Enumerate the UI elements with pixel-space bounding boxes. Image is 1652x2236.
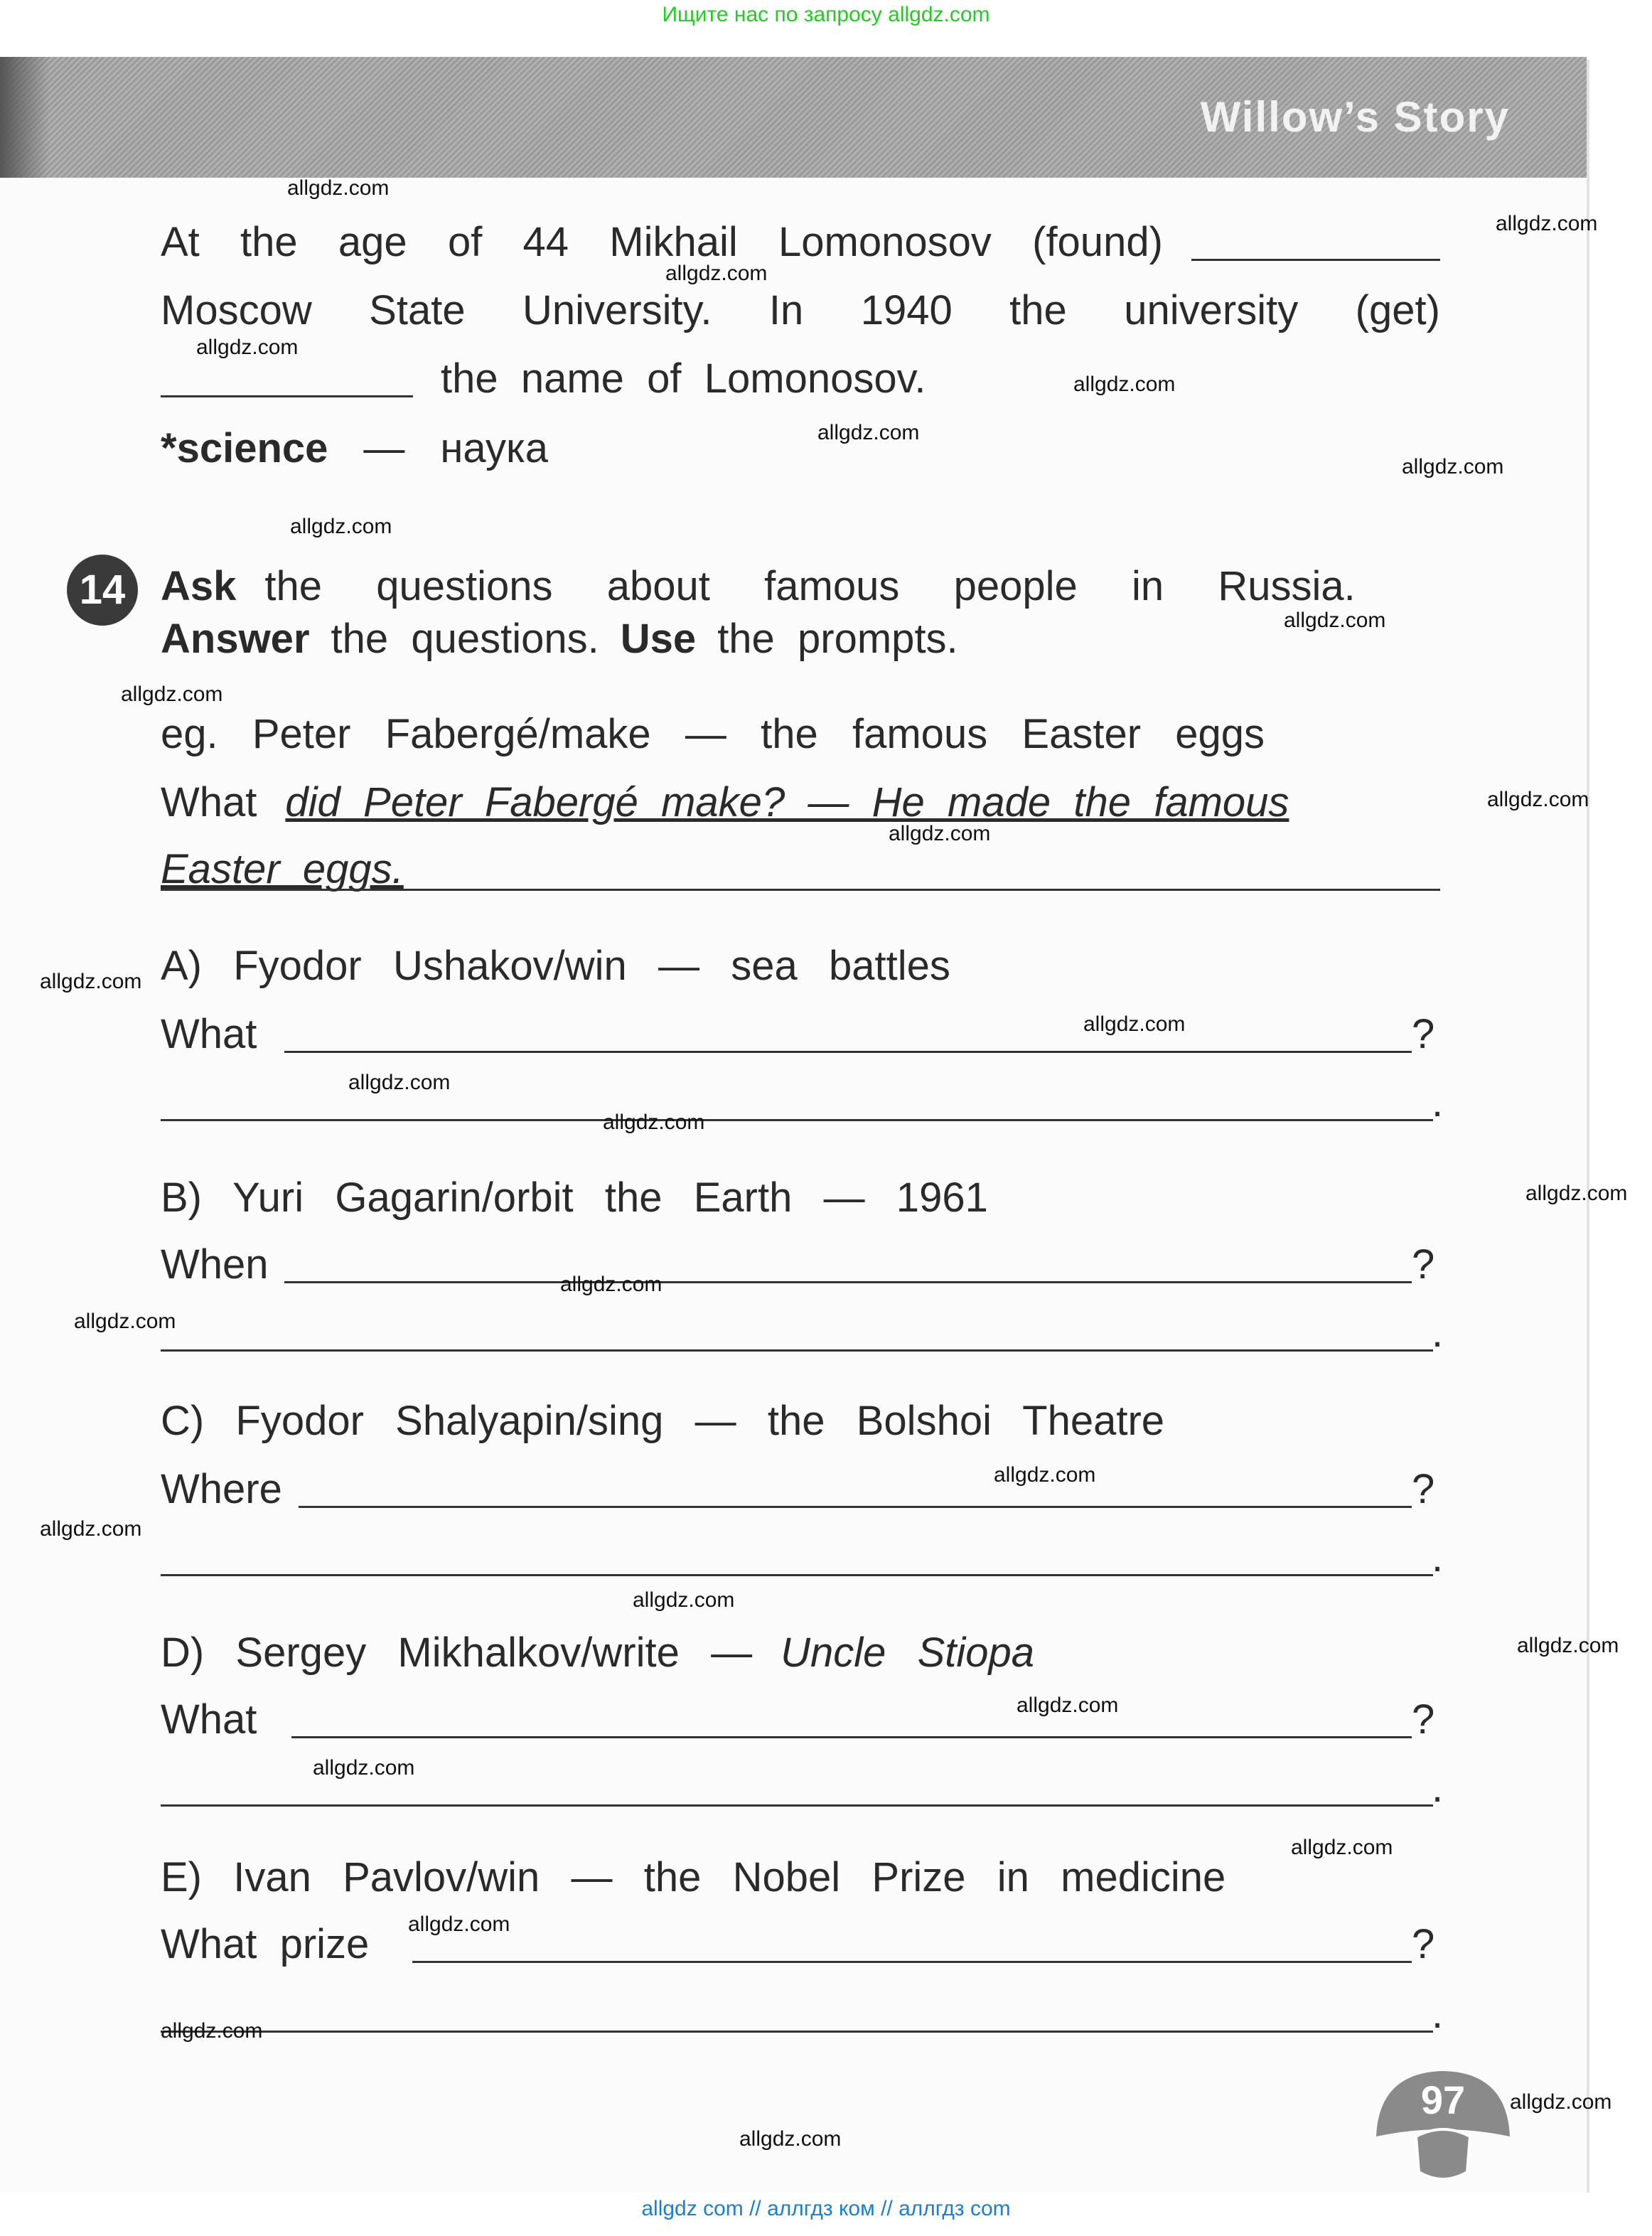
watermark[interactable]: allgdz.com	[994, 1463, 1096, 1487]
period: .	[1432, 1534, 1444, 1580]
watermark[interactable]: allgdz.com	[313, 1756, 415, 1780]
answer-input-c[interactable]	[161, 1574, 1433, 1576]
word: Lomonosov	[778, 219, 992, 265]
watermark[interactable]: allgdz.com	[1083, 1012, 1186, 1036]
translation: наука	[440, 425, 548, 471]
instruction-bold: Ask	[161, 563, 237, 609]
question-word: What	[161, 779, 257, 825]
question-word-a: What	[161, 1011, 257, 1057]
word: (get)	[1355, 287, 1440, 333]
page-number: 97	[1420, 2077, 1466, 2122]
prompt-a: A) Fyodor Ushakov/win — sea battles	[161, 943, 950, 989]
watermark[interactable]: allgdz.com	[1525, 1182, 1628, 1205]
question-word-d: What	[161, 1696, 257, 1743]
word: age	[338, 219, 407, 265]
intro-line-2	[161, 286, 1440, 336]
watermark[interactable]: allgdz.com	[196, 336, 299, 359]
watermark[interactable]: allgdz.com	[161, 2019, 263, 2043]
question-word-b: When	[161, 1241, 269, 1288]
intro-line-3: the name of Lomonosov.	[441, 355, 926, 402]
prompt-b: B) Yuri Gagarin/orbit the Earth — 1961	[161, 1175, 988, 1221]
question-mark: ?	[1412, 1921, 1435, 1967]
example-answer: did Peter Fabergé make? — He made the famous	[285, 779, 1289, 825]
question-mark: ?	[1412, 1466, 1435, 1512]
exercise-number-badge: 14	[67, 555, 138, 626]
watermark[interactable]: allgdz.com	[1517, 1634, 1619, 1657]
period: .	[1432, 1991, 1444, 2037]
question-input-c[interactable]	[299, 1506, 1412, 1508]
question-mark: ?	[1412, 1011, 1435, 1057]
question-input-a[interactable]	[284, 1051, 1412, 1053]
watermark[interactable]: allgdz.com	[290, 515, 392, 538]
word: 44	[522, 219, 569, 265]
watermark[interactable]: allgdz.com	[633, 1588, 735, 1612]
question-input-e[interactable]	[412, 1961, 1412, 1963]
watermark[interactable]: allgdz.com	[603, 1111, 705, 1134]
watermark[interactable]: allgdz.com	[665, 262, 768, 285]
answer-blank[interactable]	[161, 395, 413, 397]
question-input-b[interactable]	[284, 1281, 1412, 1283]
book-title: Uncle Stiopa	[781, 1630, 1035, 1676]
question-mark: ?	[1412, 1696, 1435, 1743]
watermark[interactable]: allgdz.com	[1284, 609, 1386, 632]
word: the	[240, 219, 298, 265]
word: At	[161, 219, 200, 265]
period: .	[1432, 1765, 1444, 1811]
prompt-text: D) Sergey Mikhalkov/write —	[161, 1630, 753, 1676]
example-answer-line-2	[161, 845, 1440, 894]
watermark[interactable]: allgdz.com	[40, 1517, 142, 1541]
watermark[interactable]: allgdz.com	[408, 1913, 510, 1936]
instruction-text: the questions about famous people in Russia.	[264, 563, 1356, 609]
page-title: Willow’s Story	[1200, 93, 1510, 141]
watermark[interactable]: allgdz.com	[817, 421, 920, 444]
instruction-line-1	[161, 562, 1440, 611]
watermark[interactable]: allgdz.com	[40, 970, 142, 993]
watermark[interactable]: allgdz.com	[1291, 1836, 1393, 1859]
watermark[interactable]: allgdz.com	[348, 1071, 451, 1094]
word: In	[768, 287, 804, 333]
answer-input-a[interactable]	[161, 1119, 1433, 1121]
watermark[interactable]: allgdz.com	[1510, 2090, 1612, 2114]
word: the	[1009, 287, 1067, 333]
watermark[interactable]: allgdz.com	[121, 683, 223, 706]
watermark[interactable]: allgdz.com	[739, 2127, 842, 2151]
answer-input-d[interactable]	[161, 1804, 1433, 1807]
prompt-e: E) Ivan Pavlov/win — the Nobel Prize in medicine	[161, 1854, 1226, 1900]
example-prompt: eg. Peter Fabergé/make — the famous Easter eggs	[161, 711, 1265, 757]
question-word-e: What prize	[161, 1921, 370, 1967]
watermark[interactable]: allgdz.com	[74, 1310, 176, 1333]
answer-input-b[interactable]	[161, 1349, 1433, 1352]
question-word-c: Where	[161, 1466, 282, 1512]
watermark[interactable]: allgdz.com	[287, 176, 390, 200]
example-question	[161, 778, 1440, 828]
vocab-note	[161, 424, 548, 474]
prompt-d	[161, 1628, 1440, 1678]
watermark[interactable]: allgdz.com	[560, 1273, 663, 1296]
word: Mikhail	[609, 219, 738, 265]
watermark[interactable]: allgdz.com	[1487, 788, 1589, 811]
example-underline	[161, 889, 1440, 891]
word: (found)	[1032, 219, 1163, 265]
word: of	[447, 219, 483, 265]
instruction-line-2	[161, 614, 1440, 664]
period: .	[1432, 1079, 1444, 1125]
vocab-word: *science	[161, 425, 328, 471]
instruction-text: the prompts.	[717, 616, 958, 662]
word: university	[1124, 287, 1299, 333]
instruction-text: the questions.	[331, 616, 599, 662]
watermark[interactable]: allgdz.com	[1073, 373, 1176, 396]
period: .	[1432, 1310, 1444, 1356]
word: Moscow	[161, 287, 312, 333]
watermark[interactable]: allgdz.com	[1496, 212, 1598, 235]
intro-line-1	[161, 218, 1163, 267]
instruction-bold: Use	[620, 616, 697, 662]
site-footer-links[interactable]: allgdz com // аллгдз ком // аллгдз com	[641, 2197, 1011, 2220]
page-number-mushroom-icon	[1372, 2065, 1514, 2190]
word: State	[369, 287, 466, 333]
question-input-d[interactable]	[291, 1736, 1412, 1738]
answer-blank[interactable]	[1191, 259, 1440, 261]
watermark[interactable]: allgdz.com	[1017, 1694, 1119, 1717]
word: University.	[522, 287, 712, 333]
dash: —	[363, 425, 405, 471]
example-answer: Easter eggs.	[161, 846, 404, 892]
instruction-bold: Answer	[161, 616, 310, 662]
site-banner[interactable]: Ищите нас по запросу allgdz.com	[662, 3, 990, 26]
answer-input-e[interactable]	[161, 2031, 1433, 2033]
watermark[interactable]: allgdz.com	[1402, 455, 1504, 478]
question-mark: ?	[1412, 1241, 1435, 1288]
prompt-c: C) Fyodor Shalyapin/sing — the Bolshoi Theatre	[161, 1398, 1165, 1444]
watermark[interactable]: allgdz.com	[889, 822, 991, 845]
word: 1940	[860, 287, 953, 333]
